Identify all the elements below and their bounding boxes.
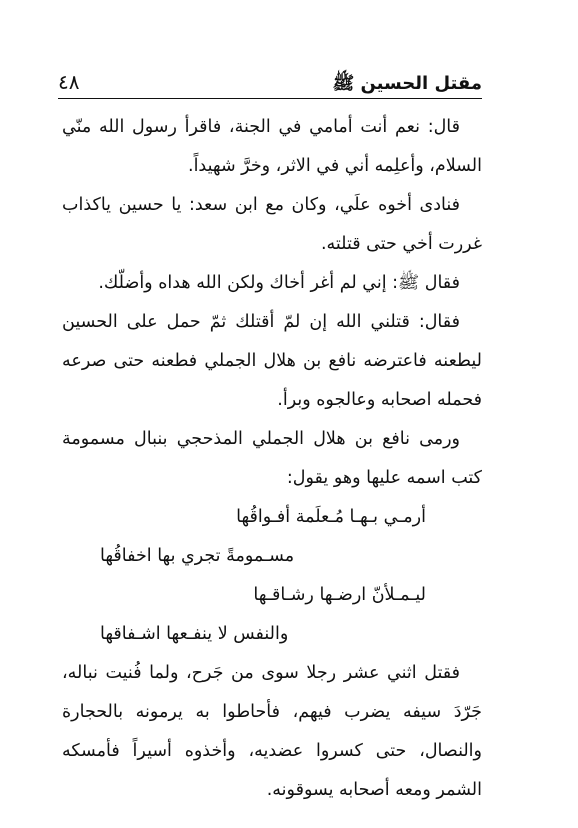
text-line: فقال: قتلني الله إن لمّ أقتلك ثمّ حمل على الحسين (62, 312, 460, 332)
text-line: جَرّدَ سيفه يضرب فيهم، فأحاطوا به يرمونه بالحجارة (62, 702, 482, 722)
poem-verse: أرمـي بـهـا مُـعلَمة أفـواقُها (236, 507, 426, 527)
text-line: فقتل اثني عشر رجلا سوى من جَرح، ولما فُنيت نباله، (62, 663, 460, 683)
text-line: السلام، وأعلِمه أني في الاثر، وخرَّ شهيداً. (188, 156, 482, 176)
text-line: قال: نعم أنت أمامي في الجنة، فاقرأ رسول الله منّي (62, 117, 460, 137)
text-line: ليطعنه فاعترضه نافع بن هلال الجملي فطعنه حتى صرعه (62, 351, 482, 371)
header-rule (58, 98, 482, 99)
text-line: والنصال، حتى كسروا عضديه، وأخذوه أسيراً فأمسكه (62, 741, 482, 761)
text-line: غررت أخي حتى قتلته. (320, 234, 482, 254)
poem-verse: ليـمـلأنّ ارضـها رشـاقـها (253, 585, 426, 605)
poem-verse: والنفس لا ينفـعها اشـفاقها (100, 624, 289, 644)
text-line: الشمر ومعه أصحابه يسوقونه. (266, 780, 482, 800)
text-line: فنادى أخوه علَي، وكان مع ابن سعد: يا حسين ياكذاب (62, 195, 460, 215)
page-header (58, 68, 482, 98)
page-number: ٤٨ (58, 70, 80, 94)
poem-verse: مسـمومةً تجري بها اخفاقُها (100, 546, 295, 566)
running-title: مقتل الحسين ﷺ (332, 73, 482, 94)
text-line: فحمله اصحابه وعالجوه وبرأ. (277, 390, 482, 410)
text-line: فقال ﷺ: إني لم أغر أخاك ولكن الله هداه وأضلّك. (98, 273, 460, 293)
body-text (62, 108, 482, 810)
text-line: ورمى نافع بن هلال الجملي المذحجي بنبال مسمومة (62, 429, 460, 449)
text-line: كتب اسمه عليها وهو يقول: (286, 468, 482, 488)
